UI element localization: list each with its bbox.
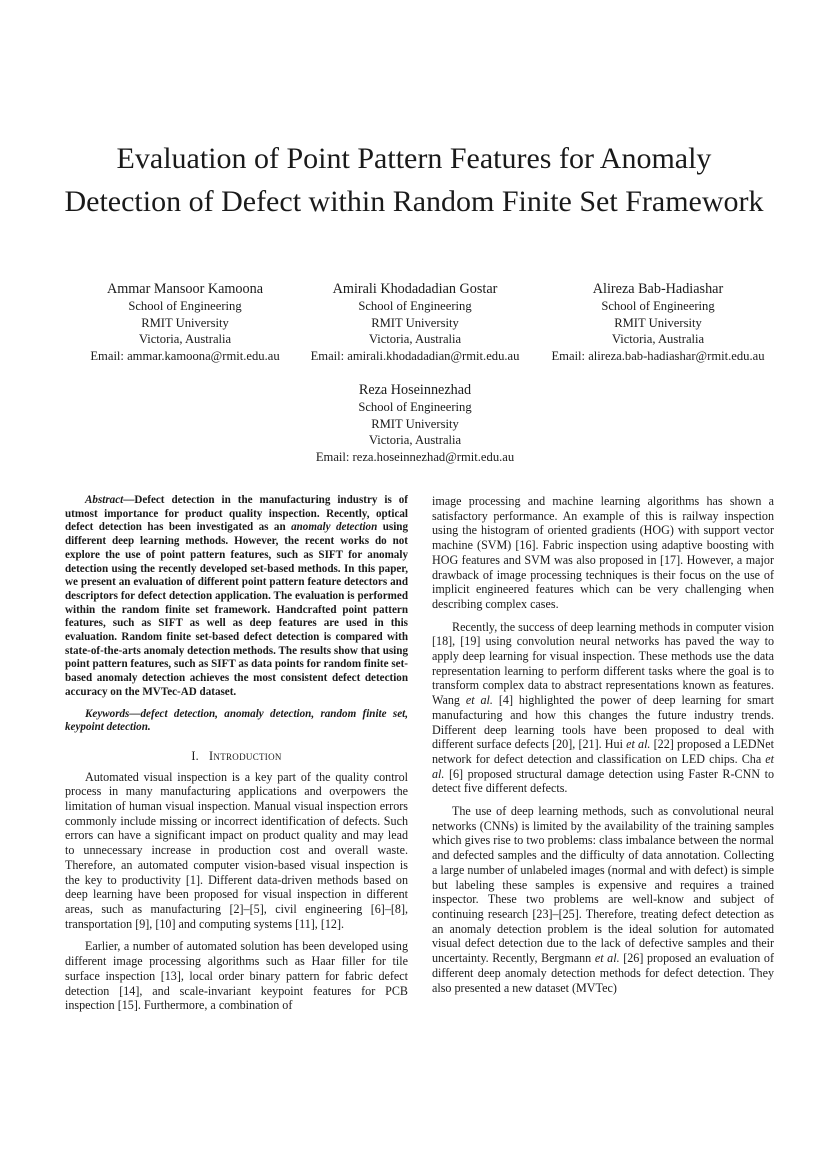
author-location: Victoria, Australia <box>368 433 462 447</box>
author-school: School of Engineering <box>358 400 472 414</box>
text-run: Recently, the success of deep learning methods in computer vision [18], [19] using convolution neural networks has paved the way to apply deep learning for visual inspection. These methods use the data representation learning to perform different tasks where the goal is to transform complex data to abstract representations known as features. Wang <box>432 619 774 708</box>
citation-etal: et al. <box>594 951 620 966</box>
citation-etal: et al. <box>626 737 651 752</box>
abstract <box>65 494 408 700</box>
section-heading <box>65 749 408 764</box>
body-paragraph <box>432 620 774 796</box>
section-title: Introduction <box>209 748 282 763</box>
abstract-emphasis: anomaly detection <box>291 521 378 534</box>
author-name: Ammar Mansoor Kamoona <box>106 281 264 297</box>
author-school: School of Engineering <box>128 299 242 313</box>
paper-title: Evaluation of Point Pattern Features for Anomaly Detection of Defect within Random Finite Set Framework <box>64 142 764 219</box>
author-university: RMIT University <box>141 315 229 330</box>
author-location: Victoria, Australia <box>138 332 232 346</box>
text-run: [26] proposed an evaluation of different deep anomaly detection methods for defect detection. They also presented a new dataset (MVTec) <box>432 951 774 995</box>
body-paragraph <box>432 804 774 995</box>
author-location: Victoria, Australia <box>368 332 462 346</box>
author-university: RMIT University <box>371 416 459 431</box>
author-block <box>300 281 530 364</box>
author-email: Email: reza.hoseinnezhad@rmit.edu.au <box>315 449 515 464</box>
left-column <box>65 494 408 1013</box>
author-school: School of Engineering <box>601 299 715 313</box>
abstract-text-1: —Defect detection in the manufacturing industry is of utmost importance for product quality inspection. Recently, optical defect detection has been investigated as an <box>65 494 408 534</box>
author-email: Email: amirali.khodadadian@rmit.edu.au <box>310 348 520 363</box>
author-block <box>82 281 288 364</box>
author-block <box>300 382 530 465</box>
text-run: [22] proposed a LEDNet network for defect detection and classification on LED chips. Cha <box>432 737 774 766</box>
author-email: Email: alireza.bab-hadiashar@rmit.edu.au <box>551 348 765 363</box>
text-run: [4] highlighted the power of deep learning for smart manufacturing and how this changes the future industry trends. Different deep learning tools have been proposed to deal with different surface defects [20], [21]. Hui <box>432 693 774 752</box>
author-school: School of Engineering <box>358 299 472 313</box>
author-name: Amirali Khodadadian Gostar <box>332 281 498 297</box>
citation-etal: et al. <box>432 751 774 781</box>
text-run: [6] proposed structural damage detection using Faster R-CNN to detect five different defects. <box>432 766 774 796</box>
author-name: Alireza Bab-Hadiashar <box>592 281 724 297</box>
author-block <box>542 281 774 364</box>
citation-etal: et al. <box>465 693 493 708</box>
author-name: Reza Hoseinnezhad <box>358 382 472 398</box>
author-email: Email: ammar.kamoona@rmit.edu.au <box>90 348 280 363</box>
right-column <box>432 494 774 995</box>
author-university: RMIT University <box>614 315 702 330</box>
keywords: Keywords—defect detection, anomaly detection, random finite set, keypoint detection. <box>65 707 408 734</box>
body-paragraph: image processing and machine learning algorithms has shown a satisfactory performance. An example of this is railway inspection using the histogram of oriented gradients (HOG) with support vector machine (SVM) [16]. Fabric inspection using adaptive boosting with HOG features and SVM was also proposed in [17]. However, a major drawback of image processing techniques is their focus on the use of implicit engineered features which can be very challenging when describing complex cases. <box>432 494 774 611</box>
intro-paragraph: Automated visual inspection is a key part of the quality control process in many manufacturing applications and overpowers the limitation of human visual inspection. Manual visual inspection errors commonly include missing or incorrect identification of defects. Such errors can have a significant impact on product quality and may lead to unnecessary increase in production cost and overall waste. Therefore, an automated computer vision-based visual inspection is the key to productivity [1]. Different data-driven methods based on deep learning have been proposed for visual inspection in different areas, such as manufacturing [2]–[5], civil engineering [6]–[8], transportation [9], [10] and computing systems [11], [12]. <box>65 769 408 931</box>
author-university: RMIT University <box>371 315 459 330</box>
section-number: I. <box>191 748 200 763</box>
text-run: The use of deep learning methods, such as convolutional neural networks (CNNs) is limited by the availability of the training samples which gives rise to two problems: class imbalance between the normal and defected samples and the difficulty of data annotation. Collecting a large number of unlabeled images (normal and with defect) is simple but labeling these samples is expensive and requires a trained inspector. These two problems are well-know and subject of continuing research [23]–[25]. Therefore, treating defect detection as an anomaly detection problem is the ideal solution for automated visual defect detection due to the lack of defective samples and their uncertainty. Recently, Bergmann <box>432 804 774 966</box>
abstract-lead: Abstract <box>85 494 124 506</box>
abstract-text-2: using different deep learning methods. However, the recent works do not explore the use of point pattern features, such as SIFT for anomaly detection using the recently developed set-based methods. In this paper, we present an evaluation of different point pattern feature detectors and descriptors for defect detection application. The evaluation is performed within the random finite set framework. Handcrafted point pattern features, such as SIFT as well as deep features are used in this evaluation. Random finite set-based defect detection is compared with state-of-the-arts anomaly detection methods. The results show that using point pattern features, such as SIFT as data points for random finite set-based anomaly detection achieves the most consistent defect detection accuracy on the MVTec-AD dataset. <box>65 521 408 698</box>
intro-paragraph: Earlier, a number of automated solution has been developed using different image processing algorithms such as Haar filler for tile surface inspection [13], local order binary pattern for fabric defect detection [14], and scale-invariant keypoint features for PCB inspection [15]. Furthermore, a combination of <box>65 939 408 1013</box>
author-location: Victoria, Australia <box>611 332 705 346</box>
